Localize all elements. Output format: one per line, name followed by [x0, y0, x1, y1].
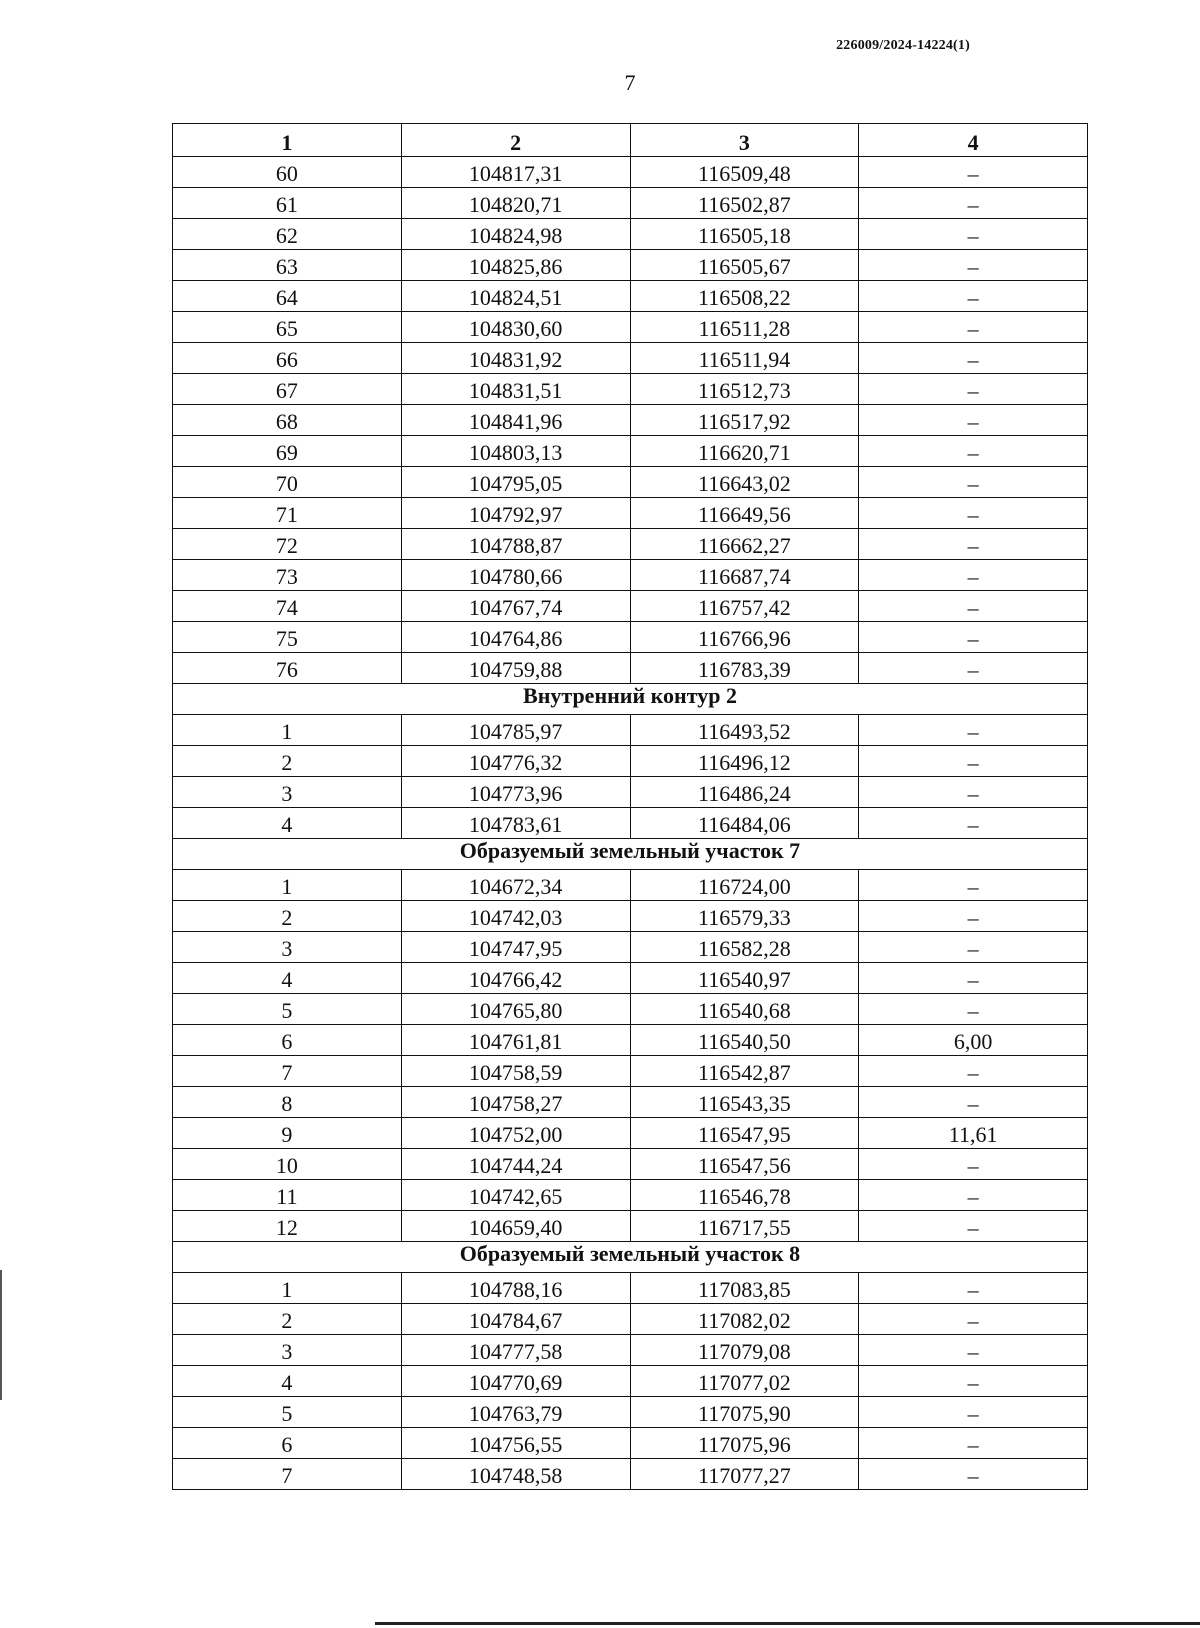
section-row	[173, 839, 1088, 870]
value-cell: –	[859, 560, 1088, 591]
table-row	[173, 1180, 1088, 1211]
y-coordinate-cell: 116511,28	[630, 312, 859, 343]
value-cell: –	[859, 1335, 1088, 1366]
x-coordinate-cell: 104784,67	[401, 1304, 630, 1335]
y-coordinate-cell: 116724,00	[630, 870, 859, 901]
y-coordinate-cell: 116512,73	[630, 374, 859, 405]
section-row	[173, 1242, 1088, 1273]
table-row	[173, 1025, 1088, 1056]
table-row	[173, 1459, 1088, 1490]
y-coordinate-cell: 117075,96	[630, 1428, 859, 1459]
point-number-cell: 4	[173, 963, 402, 994]
y-coordinate-cell: 116582,28	[630, 932, 859, 963]
value-cell: –	[859, 312, 1088, 343]
point-number-cell: 5	[173, 1397, 402, 1428]
value-cell: –	[859, 1304, 1088, 1335]
y-coordinate-cell: 116542,87	[630, 1056, 859, 1087]
y-coordinate-cell: 117077,02	[630, 1366, 859, 1397]
value-cell: –	[859, 1366, 1088, 1397]
table-row	[173, 374, 1088, 405]
value-cell: –	[859, 157, 1088, 188]
column-header-2: 2	[401, 124, 630, 157]
point-number-cell: 71	[173, 498, 402, 529]
x-coordinate-cell: 104824,98	[401, 219, 630, 250]
value-cell: –	[859, 932, 1088, 963]
value-cell: –	[859, 901, 1088, 932]
table-row	[173, 560, 1088, 591]
y-coordinate-cell: 116547,95	[630, 1118, 859, 1149]
x-coordinate-cell: 104825,86	[401, 250, 630, 281]
table-row	[173, 963, 1088, 994]
point-number-cell: 64	[173, 281, 402, 312]
table-row	[173, 281, 1088, 312]
column-header-4: 4	[859, 124, 1088, 157]
table-row	[173, 1087, 1088, 1118]
x-coordinate-cell: 104777,58	[401, 1335, 630, 1366]
table-row	[173, 808, 1088, 839]
point-number-cell: 67	[173, 374, 402, 405]
point-number-cell: 7	[173, 1459, 402, 1490]
point-number-cell: 3	[173, 932, 402, 963]
point-number-cell: 10	[173, 1149, 402, 1180]
value-cell: 6,00	[859, 1025, 1088, 1056]
point-number-cell: 68	[173, 405, 402, 436]
x-coordinate-cell: 104770,69	[401, 1366, 630, 1397]
point-number-cell: 2	[173, 901, 402, 932]
value-cell: –	[859, 1459, 1088, 1490]
y-coordinate-cell: 116496,12	[630, 746, 859, 777]
table-row	[173, 746, 1088, 777]
value-cell: –	[859, 498, 1088, 529]
point-number-cell: 3	[173, 777, 402, 808]
point-number-cell: 65	[173, 312, 402, 343]
x-coordinate-cell: 104795,05	[401, 467, 630, 498]
table-row	[173, 1211, 1088, 1242]
table-row	[173, 1366, 1088, 1397]
x-coordinate-cell: 104756,55	[401, 1428, 630, 1459]
x-coordinate-cell: 104659,40	[401, 1211, 630, 1242]
table-header	[173, 124, 1088, 157]
y-coordinate-cell: 116717,55	[630, 1211, 859, 1242]
point-number-cell: 74	[173, 591, 402, 622]
point-number-cell: 61	[173, 188, 402, 219]
x-coordinate-cell: 104766,42	[401, 963, 630, 994]
x-coordinate-cell: 104776,32	[401, 746, 630, 777]
y-coordinate-cell: 116493,52	[630, 715, 859, 746]
y-coordinate-cell: 116508,22	[630, 281, 859, 312]
x-coordinate-cell: 104747,95	[401, 932, 630, 963]
table-header-row	[173, 124, 1088, 157]
x-coordinate-cell: 104803,13	[401, 436, 630, 467]
value-cell: –	[859, 963, 1088, 994]
column-header-1: 1	[173, 124, 402, 157]
x-coordinate-cell: 104824,51	[401, 281, 630, 312]
table-row	[173, 405, 1088, 436]
x-coordinate-cell: 104817,31	[401, 157, 630, 188]
point-number-cell: 2	[173, 746, 402, 777]
x-coordinate-cell: 104788,87	[401, 529, 630, 560]
column-header-3: 3	[630, 124, 859, 157]
x-coordinate-cell: 104742,03	[401, 901, 630, 932]
table-row	[173, 1056, 1088, 1087]
scan-edge-line	[375, 1622, 1200, 1625]
value-cell: –	[859, 746, 1088, 777]
page-number: 7	[624, 70, 636, 95]
x-coordinate-cell: 104752,00	[401, 1118, 630, 1149]
value-cell: –	[859, 343, 1088, 374]
y-coordinate-cell: 116757,42	[630, 591, 859, 622]
table-row	[173, 870, 1088, 901]
value-cell: –	[859, 1428, 1088, 1459]
point-number-cell: 7	[173, 1056, 402, 1087]
point-number-cell: 8	[173, 1087, 402, 1118]
table-row	[173, 436, 1088, 467]
value-cell: –	[859, 870, 1088, 901]
value-cell: –	[859, 1149, 1088, 1180]
y-coordinate-cell: 116509,48	[630, 157, 859, 188]
x-coordinate-cell: 104792,97	[401, 498, 630, 529]
point-number-cell: 62	[173, 219, 402, 250]
value-cell: –	[859, 994, 1088, 1025]
value-cell: –	[859, 467, 1088, 498]
y-coordinate-cell: 116547,56	[630, 1149, 859, 1180]
y-coordinate-cell: 117079,08	[630, 1335, 859, 1366]
x-coordinate-cell: 104831,92	[401, 343, 630, 374]
point-number-cell: 1	[173, 715, 402, 746]
y-coordinate-cell: 116540,50	[630, 1025, 859, 1056]
y-coordinate-cell: 116517,92	[630, 405, 859, 436]
x-coordinate-cell: 104783,61	[401, 808, 630, 839]
y-coordinate-cell: 116484,06	[630, 808, 859, 839]
table-row	[173, 777, 1088, 808]
point-number-cell: 60	[173, 157, 402, 188]
x-coordinate-cell: 104672,34	[401, 870, 630, 901]
value-cell: 11,61	[859, 1118, 1088, 1149]
value-cell: –	[859, 715, 1088, 746]
value-cell: –	[859, 1211, 1088, 1242]
y-coordinate-cell: 116543,35	[630, 1087, 859, 1118]
point-number-cell: 2	[173, 1304, 402, 1335]
table-row	[173, 932, 1088, 963]
point-number-cell: 12	[173, 1211, 402, 1242]
x-coordinate-cell: 104780,66	[401, 560, 630, 591]
point-number-cell: 1	[173, 1273, 402, 1304]
point-number-cell: 66	[173, 343, 402, 374]
y-coordinate-cell: 117077,27	[630, 1459, 859, 1490]
table-row	[173, 1304, 1088, 1335]
y-coordinate-cell: 116579,33	[630, 901, 859, 932]
table-row	[173, 1118, 1088, 1149]
y-coordinate-cell: 116766,96	[630, 622, 859, 653]
table-row	[173, 1397, 1088, 1428]
y-coordinate-cell: 116649,56	[630, 498, 859, 529]
table-row	[173, 591, 1088, 622]
table-row	[173, 312, 1088, 343]
value-cell: –	[859, 1056, 1088, 1087]
x-coordinate-cell: 104759,88	[401, 653, 630, 684]
value-cell: –	[859, 250, 1088, 281]
x-coordinate-cell: 104744,24	[401, 1149, 630, 1180]
y-coordinate-cell: 116620,71	[630, 436, 859, 467]
table-row	[173, 219, 1088, 250]
value-cell: –	[859, 219, 1088, 250]
y-coordinate-cell: 116502,87	[630, 188, 859, 219]
point-number-cell: 70	[173, 467, 402, 498]
value-cell: –	[859, 1180, 1088, 1211]
point-number-cell: 3	[173, 1335, 402, 1366]
value-cell: –	[859, 436, 1088, 467]
y-coordinate-cell: 116505,67	[630, 250, 859, 281]
x-coordinate-cell: 104764,86	[401, 622, 630, 653]
y-coordinate-cell: 117083,85	[630, 1273, 859, 1304]
value-cell: –	[859, 374, 1088, 405]
value-cell: –	[859, 405, 1088, 436]
value-cell: –	[859, 281, 1088, 312]
table-row	[173, 188, 1088, 219]
value-cell: –	[859, 591, 1088, 622]
point-number-cell: 11	[173, 1180, 402, 1211]
x-coordinate-cell: 104742,65	[401, 1180, 630, 1211]
x-coordinate-cell: 104773,96	[401, 777, 630, 808]
section-title: Образуемый земельный участок 8	[173, 1242, 1088, 1273]
x-coordinate-cell: 104763,79	[401, 1397, 630, 1428]
table-row	[173, 529, 1088, 560]
point-number-cell: 6	[173, 1428, 402, 1459]
x-coordinate-cell: 104748,58	[401, 1459, 630, 1490]
point-number-cell: 4	[173, 808, 402, 839]
point-number-cell: 1	[173, 870, 402, 901]
table-row	[173, 250, 1088, 281]
table-row	[173, 1335, 1088, 1366]
value-cell: –	[859, 1273, 1088, 1304]
point-number-cell: 4	[173, 1366, 402, 1397]
table-row	[173, 901, 1088, 932]
x-coordinate-cell: 104830,60	[401, 312, 630, 343]
y-coordinate-cell: 116783,39	[630, 653, 859, 684]
section-title: Внутренний контур 2	[173, 684, 1088, 715]
value-cell: –	[859, 1397, 1088, 1428]
value-cell: –	[859, 1087, 1088, 1118]
table-row	[173, 994, 1088, 1025]
section-row	[173, 684, 1088, 715]
value-cell: –	[859, 777, 1088, 808]
table-row	[173, 467, 1088, 498]
y-coordinate-cell: 116687,74	[630, 560, 859, 591]
table-row	[173, 157, 1088, 188]
y-coordinate-cell: 116486,24	[630, 777, 859, 808]
x-coordinate-cell: 104765,80	[401, 994, 630, 1025]
point-number-cell: 72	[173, 529, 402, 560]
table-row	[173, 498, 1088, 529]
y-coordinate-cell: 116662,27	[630, 529, 859, 560]
document-reference: 226009/2024-14224(1)	[836, 38, 970, 53]
value-cell: –	[859, 529, 1088, 560]
y-coordinate-cell: 117075,90	[630, 1397, 859, 1428]
table-row	[173, 1149, 1088, 1180]
point-number-cell: 69	[173, 436, 402, 467]
point-number-cell: 9	[173, 1118, 402, 1149]
table-row	[173, 622, 1088, 653]
point-number-cell: 6	[173, 1025, 402, 1056]
y-coordinate-cell: 116540,68	[630, 994, 859, 1025]
x-coordinate-cell: 104758,59	[401, 1056, 630, 1087]
value-cell: –	[859, 808, 1088, 839]
table-body	[173, 157, 1088, 1490]
x-coordinate-cell: 104820,71	[401, 188, 630, 219]
point-number-cell: 76	[173, 653, 402, 684]
point-number-cell: 63	[173, 250, 402, 281]
x-coordinate-cell: 104758,27	[401, 1087, 630, 1118]
table-row	[173, 343, 1088, 374]
table-row	[173, 1428, 1088, 1459]
point-number-cell: 73	[173, 560, 402, 591]
section-title: Образуемый земельный участок 7	[173, 839, 1088, 870]
y-coordinate-cell: 116511,94	[630, 343, 859, 374]
table-row	[173, 1273, 1088, 1304]
y-coordinate-cell: 116505,18	[630, 219, 859, 250]
y-coordinate-cell: 116643,02	[630, 467, 859, 498]
value-cell: –	[859, 188, 1088, 219]
point-number-cell: 75	[173, 622, 402, 653]
x-coordinate-cell: 104761,81	[401, 1025, 630, 1056]
coordinates-table	[172, 123, 1088, 1490]
scan-edge-mark	[0, 1270, 2, 1400]
y-coordinate-cell: 116546,78	[630, 1180, 859, 1211]
x-coordinate-cell: 104831,51	[401, 374, 630, 405]
x-coordinate-cell: 104841,96	[401, 405, 630, 436]
value-cell: –	[859, 653, 1088, 684]
value-cell: –	[859, 622, 1088, 653]
x-coordinate-cell: 104785,97	[401, 715, 630, 746]
x-coordinate-cell: 104788,16	[401, 1273, 630, 1304]
table-row	[173, 653, 1088, 684]
y-coordinate-cell: 117082,02	[630, 1304, 859, 1335]
table-row	[173, 715, 1088, 746]
y-coordinate-cell: 116540,97	[630, 963, 859, 994]
point-number-cell: 5	[173, 994, 402, 1025]
x-coordinate-cell: 104767,74	[401, 591, 630, 622]
